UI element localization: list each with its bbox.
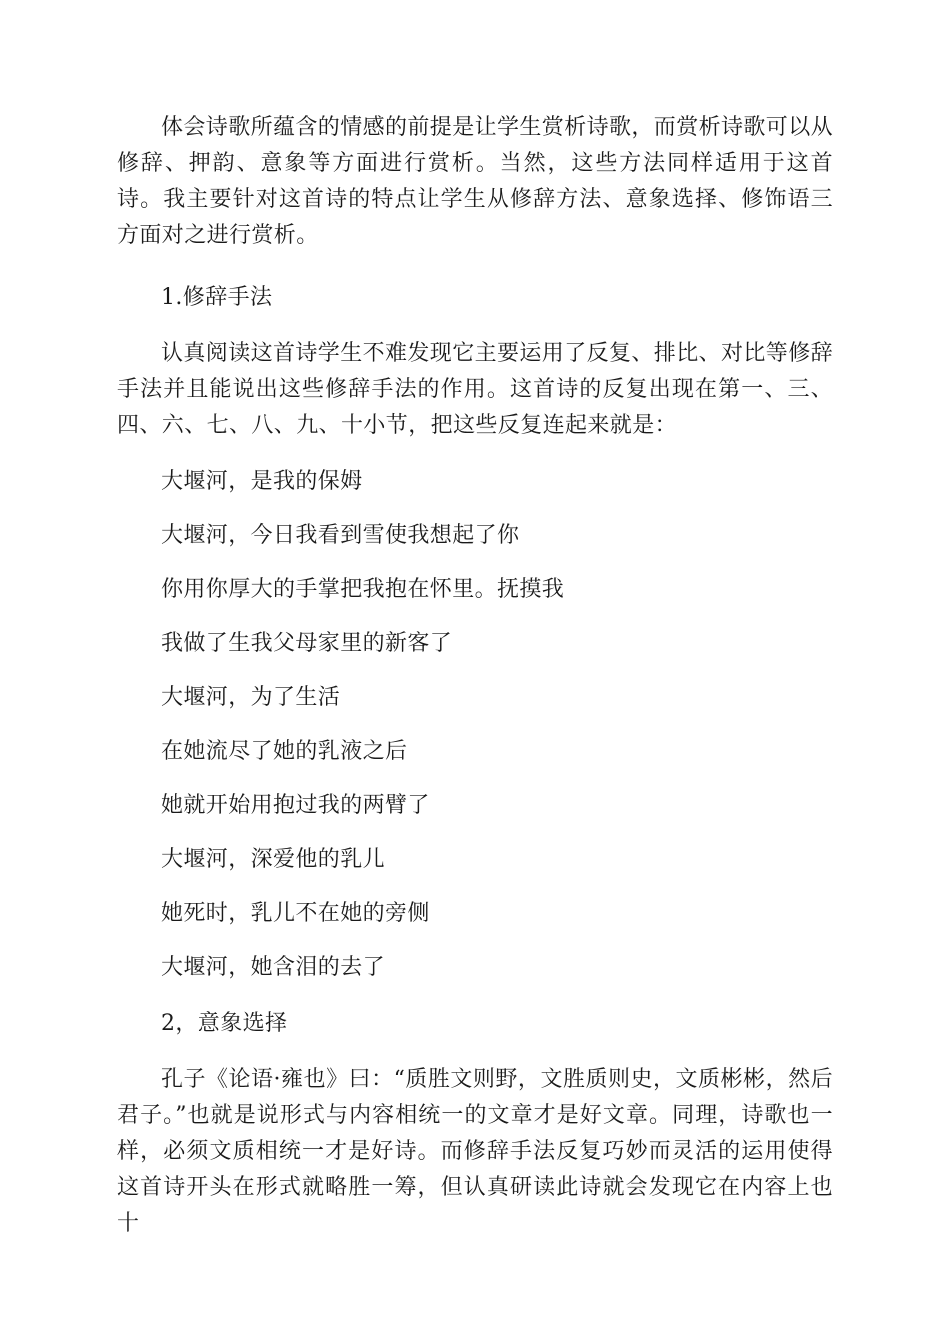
- poem-line: 在她流尽了她的乳液之后: [161, 739, 408, 764]
- section-heading-rhetoric: 1.修辞手法: [161, 285, 273, 310]
- section-heading-imagery: 2，意象选择: [161, 1011, 288, 1036]
- poem-line: 大堰河，今日我看到雪使我想起了你: [161, 523, 520, 548]
- poem-line: 大堰河，是我的保姆: [161, 469, 363, 494]
- imagery-paragraph: 孔子《论语·雍也》曰：“质胜文则野，文胜质则史，文质彬彬，然后君子。”也就是说形式与内容相统一的文章才是好文章。同理，诗歌也一样，必须文质相统一才是好诗。而修辞手法反复巧妙而灵活的运用使得这首诗开头在形式就略胜一筹，但认真研读此诗就会发现它在内容上也十: [117, 1067, 833, 1236]
- poem-line: 你用你厚大的手掌把我抱在怀里。抚摸我: [161, 577, 565, 602]
- poem-line: 大堰河，深爱他的乳儿: [161, 847, 386, 872]
- poem-line: 大堰河，她含泪的去了: [161, 955, 386, 980]
- poem-line: 她就开始用抱过我的两臂了: [161, 793, 430, 818]
- intro-paragraph: 体会诗歌所蕴含的情感的前提是让学生赏析诗歌，而赏析诗歌可以从修辞、押韵、意象等方面进行赏析。当然，这些方法同样适用于这首诗。我主要针对这首诗的特点让学生从修辞方法、意象选择、修饰语三方面对之进行赏析。: [117, 115, 834, 248]
- poem-line: 我做了生我父母家里的新客了: [161, 631, 453, 656]
- poem-line: 大堰河，为了生活: [161, 685, 341, 710]
- poem-line: 她死时，乳儿不在她的旁侧: [161, 901, 430, 926]
- rhetoric-paragraph: 认真阅读这首诗学生不难发现它主要运用了反复、排比、对比等修辞手法并且能说出这些修辞手法的作用。这首诗的反复出现在第一、三、四、六、七、八、九、十小节，把这些反复连起来就是：: [117, 341, 834, 438]
